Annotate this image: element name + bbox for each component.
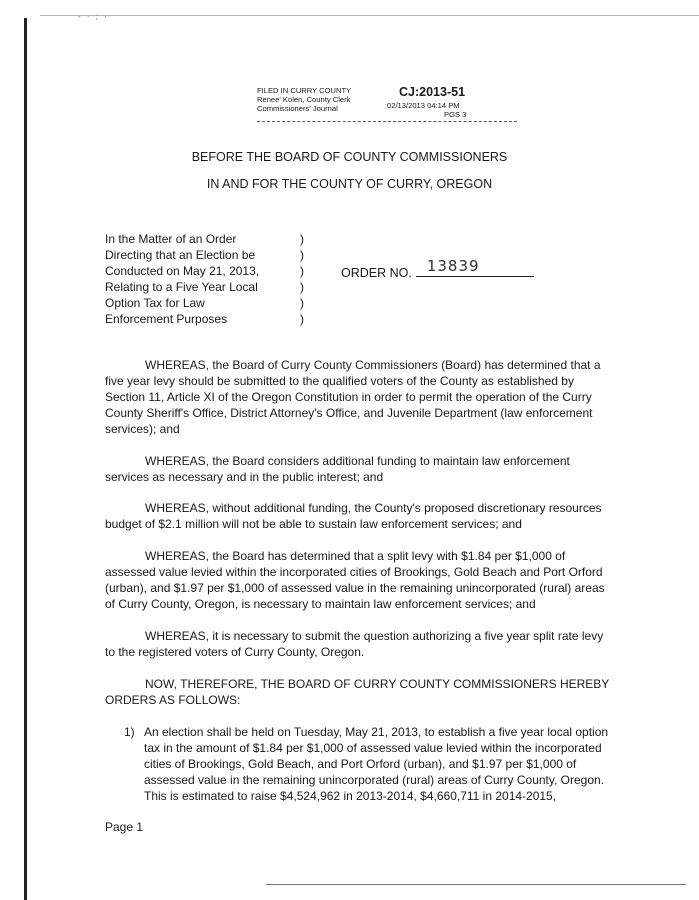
paragraph-line: ORDERS AS FOLLOWS: [105, 693, 241, 707]
whereas-paragraph [105, 628, 605, 660]
heading-county: IN AND FOR THE COUNTY OF CURRY, OREGON [206, 177, 493, 191]
stamp-filed: FILED IN CURRY COUNTY [257, 86, 352, 95]
whereas-paragraph [105, 357, 605, 437]
paragraph-line: to the registered voters of Curry County, Oregon. [105, 645, 365, 659]
matter-caption [105, 231, 259, 327]
journal-id: CJ:2013-51 [399, 85, 466, 99]
caption-parens [300, 231, 304, 327]
stamp-pages: PGS 3 [444, 110, 467, 119]
item-body [144, 724, 608, 804]
scan-artifact: - · ; · [78, 12, 109, 21]
paragraph-line: NOW, THEREFORE, THE BOARD OF CURRY COUNTY COMMISSIONERS HEREBY [145, 677, 610, 691]
paragraph-line: assessed value levied within the incorporated cities of Brookings, Gold Beach and Port Orford [105, 565, 603, 579]
order-line [416, 257, 534, 277]
paragraph-line: budget of $2.1 million will not be able to sustain law enforcement services; and [105, 517, 522, 531]
paragraph-line: WHEREAS, it is necessary to submit the question authorizing a five year split rate levy [145, 629, 604, 643]
page-number: Page 1 [105, 820, 144, 834]
paragraph-line: WHEREAS, the Board has determined that a split levy with $1.84 per $1,000 of [145, 549, 566, 563]
paragraph-line: WHEREAS, the Board of Curry County Commissioners (Board) has determined that a [145, 358, 601, 372]
order-number-handwritten: 13839 [426, 257, 480, 275]
caption-line: In the Matter of an Order [105, 232, 237, 246]
paragraph-line: services); and [105, 422, 180, 436]
paren: ) [300, 264, 304, 278]
paren: ) [300, 248, 304, 262]
whereas-paragraph [105, 548, 605, 612]
whereas-paragraph [105, 500, 605, 532]
item-number: 1) [124, 725, 135, 739]
paren: ) [300, 296, 304, 310]
order-number-field [341, 257, 534, 280]
item-line: assessed value in the remaining unincorporated (rural) areas of Curry County, Oregon. [144, 773, 605, 787]
stamp-datetime: 02/13/2013 04:14 PM [387, 101, 460, 110]
whereas-paragraph [105, 453, 605, 485]
caption-line: Option Tax for Law [105, 296, 205, 310]
caption-line: Conducted on May 21, 2013, [105, 264, 260, 278]
stamp-journal: Commissioners' Journal [257, 104, 338, 114]
paragraph-line: of Curry County, Oregon, is necessary to maintain law enforcement services; and [105, 597, 536, 611]
stamp-left-block [257, 86, 351, 114]
stamp-rule [257, 121, 517, 122]
paren: ) [300, 232, 304, 246]
caption-line: Directing that an Election be [105, 248, 256, 262]
paragraph-line: County Sheriff's Office, District Attorney's Office, and Juvenile Department (law enforcement [105, 406, 593, 420]
paren: ) [300, 312, 304, 326]
paren: ) [300, 280, 304, 294]
caption-line: Relating to a Five Year Local [105, 280, 258, 294]
heading-board: BEFORE THE BOARD OF COUNTY COMMISSIONERS [191, 150, 508, 164]
order-label: ORDER NO. [341, 266, 412, 280]
stamp-clerk: Renee' Kolen, County Clerk [257, 95, 351, 105]
paragraph-line: Section 11, Article XI of the Oregon Constitution in order to permit the operation of the Curry [105, 390, 592, 404]
paragraph-line: WHEREAS, the Board considers additional funding to maintain law enforcement [145, 454, 570, 468]
paragraph-line: (urban), and $1.97 per $1,000 of assessed value in the remaining unincorporated (rural) areas [105, 581, 605, 595]
paragraph-line: five year levy should be submitted to the qualified voters of the County as established by [105, 374, 574, 388]
item-line: This is estimated to raise $4,524,962 in 2013-2014, $4,660,711 in 2014-2015, [144, 789, 557, 803]
bottom-rule [266, 884, 686, 885]
scan-edge-top [40, 15, 699, 16]
paragraph-line: WHEREAS, without additional funding, the County's proposed discretionary resources [145, 501, 602, 515]
caption-line: Enforcement Purposes [105, 312, 228, 326]
item-line: An election shall be held on Tuesday, May 21, 2013, to establish a five year local option [144, 725, 609, 739]
filing-stamp [257, 86, 517, 126]
item-line: cities of Brookings, Gold Beach, and Port Orford (urban), and $1.97 per $1,000 of [144, 757, 577, 771]
paragraph-line: services as necessary and in the public interest; and [105, 470, 384, 484]
stamp-right-block [387, 86, 466, 119]
item-line: tax in the amount of $1.84 per $1,000 of assessed value levied within the incorporated [144, 741, 602, 755]
now-therefore-paragraph [105, 676, 610, 708]
